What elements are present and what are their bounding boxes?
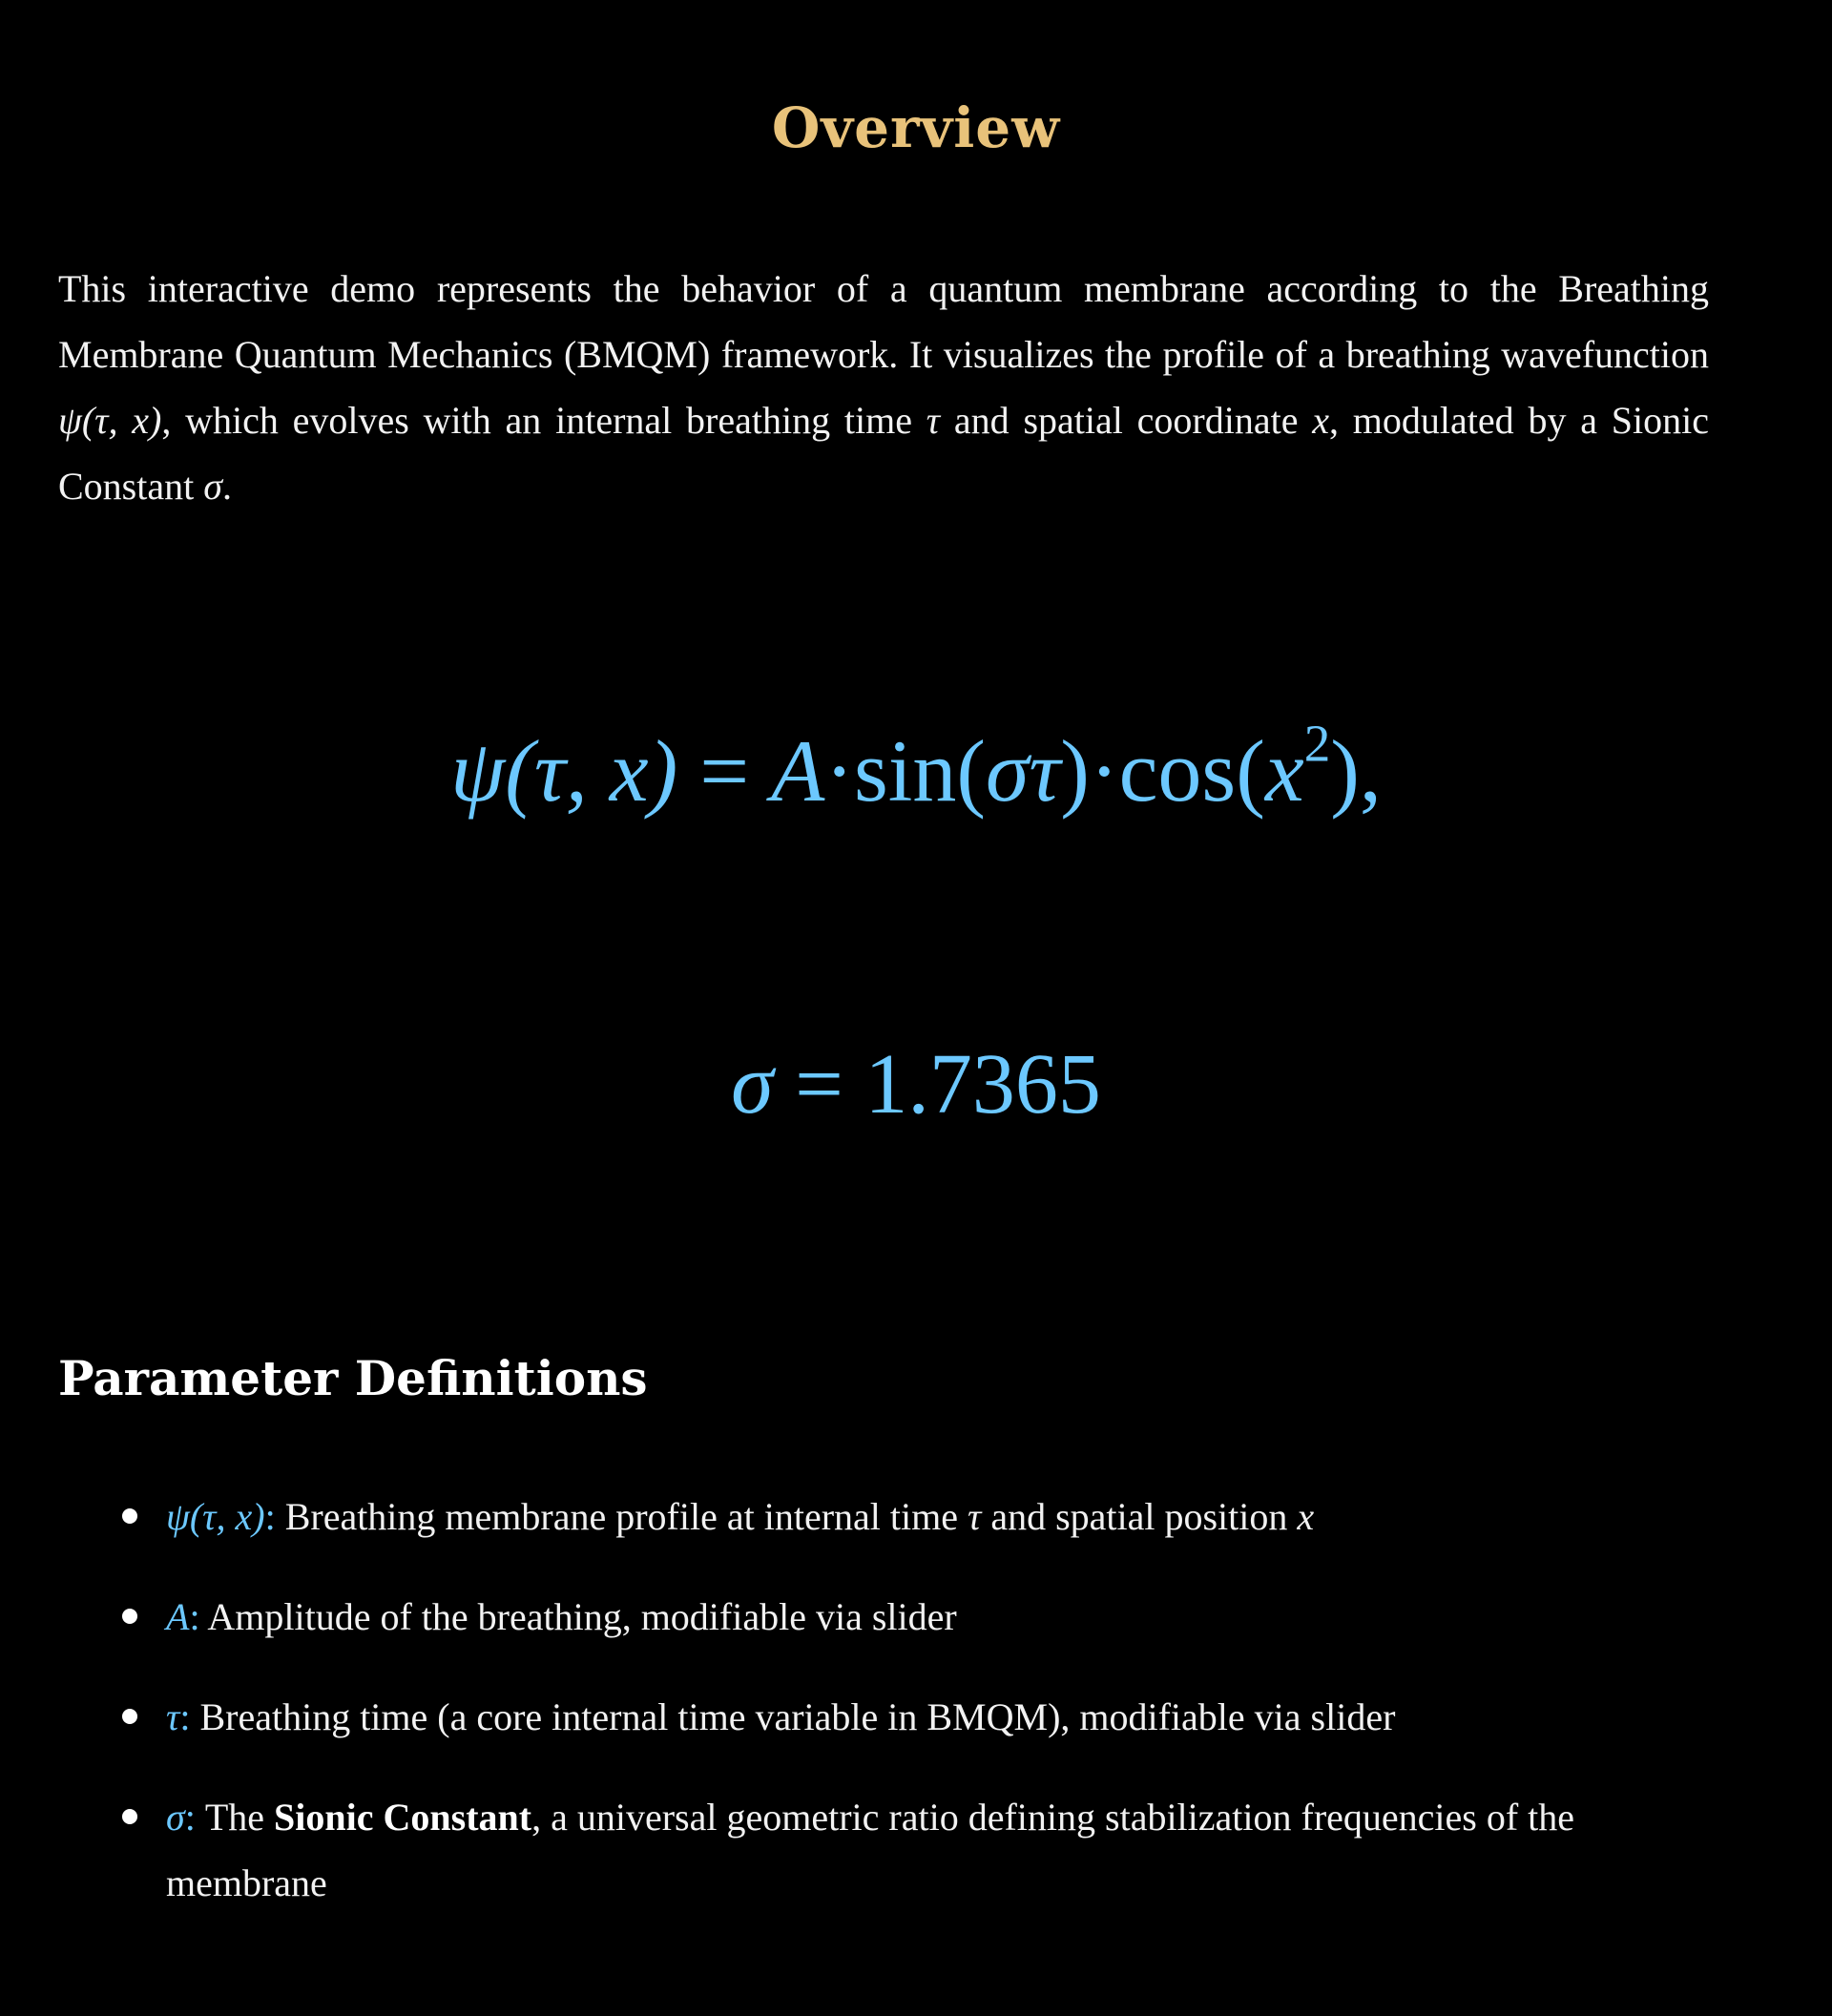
definition-colon: : xyxy=(179,1695,191,1738)
wavefunction-equation xyxy=(0,714,1832,821)
bullet-icon xyxy=(122,1609,137,1624)
definition-text: Breathing time (a core internal time variable in BMQM), modifiable via slider xyxy=(190,1695,1396,1738)
definition-bold-term: Sionic Constant xyxy=(274,1796,532,1839)
eq-sin: sin( xyxy=(853,722,986,820)
definition-symbol: ψ(τ, x) xyxy=(166,1495,265,1538)
definition-amplitude xyxy=(122,1584,1706,1650)
definition-colon: : xyxy=(189,1595,200,1638)
intro-text-1: This interactive demo represents the behavior of a quantum membrane according to the Breathing Membrane Quantum Mechanics (BMQM) framework. It visualizes the profile of a breathing wavefunction xyxy=(58,267,1709,376)
definition-tau: τ xyxy=(967,1495,982,1538)
eq-cos: cos( xyxy=(1118,722,1265,820)
definitions-list xyxy=(122,1484,1706,1950)
intro-paragraph xyxy=(58,256,1709,519)
eq-dot-1: · xyxy=(824,722,854,820)
definition-text: Breathing membrane profile at internal time xyxy=(275,1495,968,1538)
definition-colon: : xyxy=(184,1796,196,1839)
definition-colon: : xyxy=(264,1495,276,1538)
eq-x: x xyxy=(1264,722,1304,820)
parameter-definitions-heading: Parameter Definitions xyxy=(58,1350,648,1406)
bullet-icon xyxy=(122,1709,137,1724)
intro-psi-expression: ψ(τ, x) xyxy=(58,399,162,442)
eq-sigma-tau: στ xyxy=(985,722,1061,820)
sigma-value: 1.7365 xyxy=(864,1037,1101,1132)
eq-exponent: 2 xyxy=(1303,714,1331,773)
definition-psi xyxy=(122,1484,1706,1549)
bullet-icon xyxy=(122,1809,137,1824)
overview-title: Overview xyxy=(771,95,1061,160)
definition-text: The xyxy=(195,1796,275,1839)
eq-cos-close: ), xyxy=(1330,722,1382,820)
intro-text-5: . xyxy=(221,465,232,508)
definition-text-2: , a universal geometric ratio defining stabilization frequencies of the membrane xyxy=(166,1796,1575,1904)
definition-symbol: A xyxy=(166,1595,190,1638)
definition-x: x xyxy=(1297,1495,1315,1538)
sigma-symbol: σ xyxy=(731,1037,774,1132)
intro-tau: τ xyxy=(926,399,941,442)
intro-text-2: , which evolves with an internal breathing time xyxy=(161,399,926,442)
definition-sigma xyxy=(122,1784,1706,1916)
definition-text-2: and spatial position xyxy=(981,1495,1298,1538)
eq-dot-2: · xyxy=(1089,722,1119,820)
intro-sigma: σ xyxy=(203,465,222,508)
eq-amplitude: A xyxy=(771,722,825,820)
bullet-icon xyxy=(122,1508,137,1524)
sigma-equation xyxy=(0,1035,1832,1133)
definition-symbol: τ xyxy=(166,1695,180,1738)
definition-text: Amplitude of the breathing, modifiable via slider xyxy=(199,1595,957,1638)
intro-text-3: and spatial coordinate xyxy=(940,399,1313,442)
eq-sin-close: ) xyxy=(1060,722,1090,820)
intro-text-4: , modulated by a Sionic Constant xyxy=(58,399,1709,508)
sigma-equals: = xyxy=(773,1037,865,1132)
eq-lhs: ψ(τ, x) xyxy=(450,722,678,820)
definition-tau-item xyxy=(122,1684,1706,1750)
eq-equals: = xyxy=(677,722,772,820)
definition-symbol: σ xyxy=(166,1796,185,1839)
intro-x: x xyxy=(1312,399,1330,442)
